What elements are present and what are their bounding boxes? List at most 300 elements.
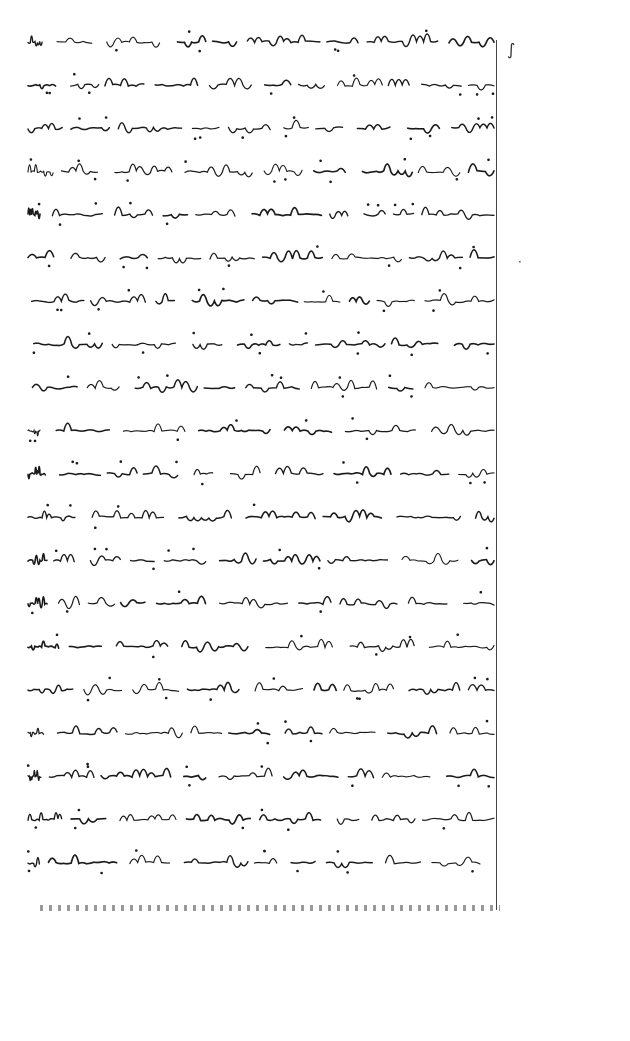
ink-stroke bbox=[28, 597, 47, 608]
handwritten-line bbox=[28, 633, 494, 658]
ink-dot bbox=[105, 548, 108, 551]
ink-dot bbox=[456, 633, 459, 636]
handwritten-line bbox=[28, 116, 494, 140]
ink-dot bbox=[209, 698, 212, 701]
ink-stroke bbox=[346, 425, 416, 434]
ink-stroke bbox=[432, 424, 494, 435]
ink-dot bbox=[78, 117, 81, 120]
ink-dot bbox=[284, 720, 287, 723]
ink-stroke bbox=[126, 728, 183, 738]
ink-dot bbox=[128, 289, 131, 292]
ink-dot bbox=[261, 809, 264, 812]
ink-dot bbox=[30, 158, 33, 161]
ink-dot bbox=[129, 202, 132, 205]
ink-stroke bbox=[289, 343, 307, 345]
handwritten-line bbox=[32, 288, 494, 313]
ink-dot bbox=[253, 504, 256, 507]
ink-stroke bbox=[231, 466, 261, 479]
ink-stroke bbox=[34, 337, 102, 349]
ink-dot bbox=[105, 116, 108, 119]
ink-dot bbox=[222, 288, 225, 291]
ink-dot bbox=[472, 246, 475, 249]
ink-stroke bbox=[58, 726, 117, 735]
ink-stroke bbox=[87, 381, 119, 391]
ink-dot bbox=[56, 634, 59, 637]
ink-stroke bbox=[49, 770, 94, 777]
ink-dot bbox=[188, 784, 191, 787]
ink-stroke bbox=[357, 125, 390, 130]
ink-dot bbox=[459, 267, 462, 270]
ink-stroke bbox=[28, 728, 44, 736]
ink-stroke bbox=[422, 84, 461, 88]
ink-stroke bbox=[468, 164, 494, 176]
ink-dot bbox=[46, 504, 49, 507]
ink-stroke bbox=[107, 37, 160, 47]
ink-dot bbox=[201, 483, 204, 486]
ink-stroke bbox=[28, 36, 42, 46]
ink-stroke bbox=[316, 341, 385, 348]
ink-dot bbox=[394, 204, 397, 207]
handwritten-line bbox=[28, 245, 494, 269]
ink-stroke bbox=[284, 120, 308, 129]
ink-dot bbox=[410, 395, 413, 398]
ink-dot bbox=[69, 504, 72, 507]
ink-stroke bbox=[472, 560, 494, 565]
ink-stroke bbox=[429, 641, 494, 650]
ink-dot bbox=[122, 266, 125, 269]
ink-stroke bbox=[28, 813, 62, 821]
ink-stroke bbox=[323, 510, 381, 522]
ink-dot bbox=[469, 482, 472, 485]
ink-dot bbox=[492, 92, 495, 95]
ink-dot bbox=[342, 395, 345, 398]
ink-dot bbox=[443, 827, 446, 830]
ink-dot bbox=[273, 180, 276, 183]
ink-stroke bbox=[71, 127, 109, 130]
ink-stroke bbox=[255, 683, 302, 691]
margin-mark: · bbox=[518, 255, 522, 269]
handwritten-line bbox=[28, 504, 494, 530]
ink-dot bbox=[366, 438, 369, 441]
ink-stroke bbox=[123, 424, 184, 432]
ink-dot bbox=[35, 826, 38, 829]
ink-dot bbox=[177, 438, 180, 441]
ink-stroke bbox=[252, 208, 321, 216]
ink-stroke bbox=[340, 599, 397, 609]
ink-stroke bbox=[158, 257, 201, 263]
bottom-scan-artifact bbox=[40, 905, 500, 911]
ink-stroke bbox=[402, 553, 458, 564]
ink-dot bbox=[117, 505, 120, 508]
ink-dot bbox=[77, 160, 80, 163]
ink-stroke bbox=[284, 427, 331, 435]
ink-stroke bbox=[386, 855, 421, 863]
ink-dot bbox=[198, 289, 201, 292]
ink-stroke bbox=[284, 770, 338, 779]
ink-stroke bbox=[28, 208, 40, 218]
ink-stroke bbox=[178, 36, 206, 47]
handwritten-line bbox=[28, 720, 494, 745]
ink-dot bbox=[94, 178, 97, 181]
ink-stroke bbox=[393, 209, 413, 214]
ink-stroke bbox=[263, 251, 323, 262]
ink-dot bbox=[27, 764, 30, 767]
ink-dot bbox=[285, 135, 288, 138]
ink-dot bbox=[94, 548, 97, 551]
ink-dot bbox=[33, 351, 36, 354]
ink-dot bbox=[300, 635, 303, 638]
ink-dot bbox=[383, 310, 386, 313]
ink-dot bbox=[242, 827, 245, 830]
ink-dot bbox=[425, 30, 428, 33]
ink-dot bbox=[29, 440, 32, 443]
ink-stroke bbox=[121, 600, 145, 607]
ink-stroke bbox=[28, 771, 41, 781]
ink-dot bbox=[429, 135, 432, 138]
ink-dot bbox=[357, 352, 360, 355]
ink-dot bbox=[178, 590, 181, 593]
ink-dot bbox=[88, 332, 91, 335]
ink-stroke bbox=[422, 207, 494, 219]
ink-dot bbox=[250, 333, 253, 336]
ink-dot bbox=[358, 698, 361, 701]
ink-stroke bbox=[348, 769, 373, 778]
ink-stroke bbox=[57, 38, 92, 43]
ink-stroke bbox=[350, 297, 370, 304]
ink-stroke bbox=[213, 41, 237, 46]
ink-stroke bbox=[56, 423, 109, 431]
ink-stroke bbox=[28, 857, 39, 866]
ink-dot bbox=[87, 765, 90, 768]
ink-dot bbox=[322, 290, 325, 293]
ink-dot bbox=[166, 374, 169, 377]
ink-stroke bbox=[69, 646, 101, 648]
ink-dot bbox=[165, 697, 168, 700]
ink-stroke bbox=[311, 380, 376, 390]
ink-dot bbox=[273, 677, 276, 680]
ink-dot bbox=[351, 784, 354, 787]
ink-stroke bbox=[28, 467, 45, 479]
ink-stroke bbox=[184, 856, 248, 868]
ink-stroke bbox=[299, 597, 331, 605]
ink-dot bbox=[192, 332, 195, 335]
ink-dot bbox=[235, 419, 238, 422]
ink-stroke bbox=[266, 639, 333, 649]
ink-stroke bbox=[316, 127, 343, 132]
ink-stroke bbox=[334, 467, 391, 477]
ink-dot bbox=[480, 591, 483, 594]
ink-dot bbox=[471, 870, 474, 873]
ink-dot bbox=[337, 50, 340, 53]
ink-stroke bbox=[52, 209, 102, 216]
ink-dot bbox=[137, 376, 140, 379]
ink-dot bbox=[456, 178, 459, 181]
ink-dot bbox=[27, 850, 30, 853]
handwritten-line bbox=[28, 30, 494, 53]
ink-stroke bbox=[91, 295, 146, 306]
ink-dot bbox=[353, 74, 356, 77]
ink-stroke bbox=[105, 78, 144, 86]
ink-dot bbox=[389, 374, 392, 377]
ink-stroke bbox=[469, 85, 494, 90]
ink-stroke bbox=[59, 596, 80, 608]
ink-stroke bbox=[425, 383, 494, 390]
ink-stroke bbox=[464, 603, 494, 605]
ink-stroke bbox=[350, 639, 414, 651]
ink-dot bbox=[266, 742, 269, 745]
ink-dot bbox=[94, 526, 97, 529]
ink-dot bbox=[404, 158, 407, 161]
ink-stroke bbox=[408, 597, 447, 604]
ink-stroke bbox=[409, 251, 462, 261]
ink-stroke bbox=[330, 728, 375, 733]
ink-dot bbox=[487, 785, 490, 788]
handwritten-line bbox=[28, 460, 494, 485]
ink-stroke bbox=[409, 683, 460, 695]
ink-stroke bbox=[54, 555, 74, 562]
ink-stroke bbox=[367, 34, 438, 47]
handwritten-line bbox=[32, 374, 494, 398]
ink-dot bbox=[491, 116, 494, 119]
ink-stroke bbox=[328, 557, 388, 564]
handwritten-line bbox=[28, 547, 494, 570]
ink-dot bbox=[263, 850, 266, 853]
ink-stroke bbox=[314, 683, 336, 690]
ink-dot bbox=[487, 159, 490, 162]
ink-dot bbox=[135, 849, 138, 852]
ink-dot bbox=[271, 374, 274, 377]
ink-dot bbox=[280, 376, 283, 379]
ink-dot bbox=[86, 763, 89, 766]
handwritten-line bbox=[28, 73, 494, 96]
handwritten-line bbox=[27, 849, 480, 874]
ink-dot bbox=[351, 417, 354, 420]
ink-stroke bbox=[133, 682, 179, 693]
ink-stroke bbox=[330, 211, 348, 218]
ink-stroke bbox=[276, 466, 323, 474]
handwritten-line bbox=[28, 590, 494, 614]
ink-dot bbox=[97, 308, 100, 311]
ink-dot bbox=[410, 138, 413, 141]
ink-dot bbox=[356, 481, 359, 484]
ink-dot bbox=[87, 699, 90, 702]
ink-stroke bbox=[388, 726, 437, 738]
ink-stroke bbox=[90, 556, 120, 565]
ink-stroke bbox=[84, 685, 122, 695]
ink-stroke bbox=[246, 382, 299, 392]
ink-dot bbox=[410, 354, 413, 357]
handwritten-line bbox=[27, 763, 494, 788]
ink-dot bbox=[28, 870, 31, 873]
ink-stroke bbox=[425, 294, 494, 305]
ink-stroke bbox=[32, 294, 84, 302]
ink-stroke bbox=[247, 35, 319, 45]
ink-dot bbox=[459, 93, 462, 96]
ink-dot bbox=[66, 610, 69, 613]
ink-stroke bbox=[135, 380, 197, 392]
ink-stroke bbox=[101, 768, 171, 778]
ink-stroke bbox=[454, 343, 494, 349]
ink-stroke bbox=[199, 425, 270, 434]
ink-dot bbox=[152, 568, 155, 571]
ink-stroke bbox=[304, 295, 340, 302]
handwritten-line bbox=[33, 331, 494, 356]
ink-dot bbox=[477, 117, 480, 120]
handwritten-line bbox=[28, 677, 494, 702]
ink-stroke bbox=[285, 727, 322, 734]
ink-dot bbox=[476, 93, 479, 96]
ink-stroke bbox=[116, 641, 167, 648]
ink-stroke bbox=[470, 250, 494, 258]
ink-stroke bbox=[112, 343, 175, 348]
ink-dot bbox=[95, 202, 98, 205]
ink-stroke bbox=[408, 125, 440, 133]
ink-dot bbox=[126, 179, 129, 182]
ink-dot bbox=[74, 827, 77, 830]
ink-stroke bbox=[397, 516, 460, 520]
ink-dot bbox=[457, 785, 460, 788]
ink-stroke bbox=[468, 685, 494, 691]
ink-dot bbox=[60, 309, 63, 312]
ink-dot bbox=[377, 204, 380, 207]
ink-dot bbox=[339, 376, 342, 379]
ink-dot bbox=[241, 136, 244, 139]
ink-dot bbox=[46, 92, 49, 95]
ink-stroke bbox=[382, 773, 429, 777]
ink-dot bbox=[316, 245, 319, 248]
ink-dot bbox=[486, 547, 489, 550]
ink-dot bbox=[346, 871, 349, 874]
ink-dot bbox=[310, 740, 313, 743]
ink-dot bbox=[305, 332, 308, 335]
ink-stroke bbox=[185, 165, 252, 177]
ink-dot bbox=[483, 481, 486, 484]
ink-stroke bbox=[253, 297, 298, 304]
ink-stroke bbox=[157, 596, 206, 604]
ink-stroke bbox=[238, 341, 280, 349]
ink-stroke bbox=[28, 430, 40, 436]
handwritten-line bbox=[28, 417, 494, 442]
ink-dot bbox=[73, 73, 76, 76]
ink-dot bbox=[59, 223, 62, 226]
ink-stroke bbox=[260, 813, 321, 824]
ink-dot bbox=[108, 677, 111, 680]
ink-stroke bbox=[476, 511, 494, 521]
ink-stroke bbox=[220, 598, 288, 608]
ink-dot bbox=[55, 550, 58, 553]
ink-stroke bbox=[28, 511, 75, 521]
ink-dot bbox=[296, 870, 299, 873]
ink-stroke bbox=[115, 164, 172, 174]
ink-dot bbox=[146, 267, 149, 270]
ink-stroke bbox=[299, 84, 325, 88]
ink-stroke bbox=[49, 855, 117, 864]
ink-stroke bbox=[179, 510, 232, 521]
ink-stroke bbox=[155, 78, 197, 86]
ink-stroke bbox=[194, 470, 213, 475]
ink-dot bbox=[76, 462, 79, 465]
ink-stroke bbox=[219, 768, 272, 779]
ink-dot bbox=[318, 567, 321, 570]
ink-dot bbox=[439, 289, 442, 292]
ink-dot bbox=[261, 765, 264, 768]
ink-dot bbox=[185, 766, 188, 769]
ink-stroke bbox=[372, 815, 415, 823]
ink-stroke bbox=[71, 84, 99, 88]
ink-dot bbox=[166, 223, 169, 226]
ink-dot bbox=[78, 809, 81, 812]
ink-dot bbox=[88, 91, 91, 94]
ink-dot bbox=[270, 92, 273, 95]
ink-dot bbox=[67, 375, 70, 378]
ink-stroke bbox=[193, 344, 222, 349]
ink-dot bbox=[293, 116, 296, 119]
ink-dot bbox=[188, 30, 191, 33]
ink-dot bbox=[184, 160, 187, 163]
ink-stroke bbox=[264, 164, 302, 175]
ink-stroke bbox=[447, 769, 494, 777]
ink-stroke bbox=[187, 815, 251, 824]
ink-dot bbox=[120, 460, 123, 463]
ink-stroke bbox=[107, 468, 137, 477]
ink-dot bbox=[319, 610, 322, 613]
ink-dot bbox=[158, 678, 161, 681]
ink-stroke bbox=[191, 726, 222, 733]
ink-stroke bbox=[163, 214, 187, 218]
ink-stroke bbox=[363, 164, 413, 177]
ink-dot bbox=[486, 678, 489, 681]
ink-dot bbox=[48, 92, 51, 95]
ink-dot bbox=[198, 50, 201, 53]
ink-stroke bbox=[88, 598, 114, 607]
ink-stroke bbox=[115, 207, 153, 217]
ink-dot bbox=[474, 677, 477, 680]
ink-stroke bbox=[71, 819, 106, 824]
ink-stroke bbox=[337, 819, 359, 824]
ink-stroke bbox=[184, 776, 206, 780]
ink-dot bbox=[409, 636, 412, 639]
ink-stroke bbox=[120, 815, 176, 821]
ink-stroke bbox=[229, 125, 271, 133]
ink-stroke bbox=[377, 300, 414, 306]
ink-stroke bbox=[192, 127, 219, 129]
handwritten-line bbox=[28, 158, 494, 183]
ink-stroke bbox=[392, 338, 438, 347]
ink-stroke bbox=[291, 861, 315, 863]
ink-dot bbox=[486, 720, 489, 723]
ink-stroke bbox=[204, 387, 234, 389]
ink-dot bbox=[34, 440, 37, 443]
ink-dot bbox=[319, 160, 322, 163]
ink-dot bbox=[56, 309, 59, 312]
ink-stroke bbox=[332, 254, 401, 262]
ink-dot bbox=[278, 549, 281, 552]
ink-dot bbox=[228, 264, 231, 267]
ink-dot bbox=[115, 49, 118, 52]
ink-dot bbox=[31, 612, 34, 615]
ink-stroke bbox=[131, 560, 155, 562]
ink-stroke bbox=[28, 554, 47, 565]
handwritten-line bbox=[28, 202, 494, 226]
ink-stroke bbox=[32, 384, 77, 391]
ink-dot bbox=[194, 137, 197, 140]
ink-stroke bbox=[452, 123, 494, 132]
ink-stroke bbox=[423, 813, 494, 821]
ink-stroke bbox=[92, 511, 163, 518]
ink-dot bbox=[375, 653, 378, 656]
ink-stroke bbox=[28, 165, 53, 176]
ink-stroke bbox=[28, 251, 54, 258]
